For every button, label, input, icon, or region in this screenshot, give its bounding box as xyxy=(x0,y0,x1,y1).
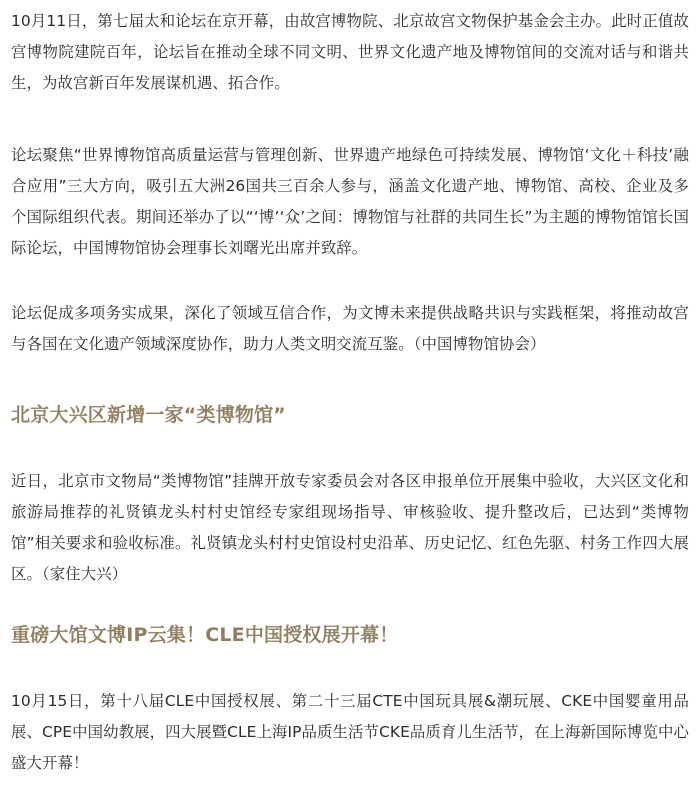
paragraph-forum-focus: 论坛聚焦“世界博物馆高质量运营与管理创新、世界遗产地绿色可持续发展、博物馆‘文化＋科技’融合应用”三大方向，吸引五大洲26国共三百余人参与，涵盖文化遗产地、博物馆、高校、企业及多个国际组织代表。期间还举办了以“‘博’‘众’之间：博物馆与社群的共同生长”为主题的博物馆馆长国际论坛，中国博物馆协会理事长刘曙光出席并致辞。 xyxy=(11,146,689,257)
paragraph-cle-licensing-expo: 10月15日，第十八届CLE中国授权展、第二十三届CTE中国玩具展&潮玩展、CKE中国婴童用品展、CPE中国幼教展，四大展暨CLE上海IP品质生活节CKE品质育儿生活节，在上海新国际博览中心盛大开幕！ xyxy=(11,692,689,772)
paragraph-daxing-museum: 近日，北京市文物局“类博物馆”挂牌开放专家委员会对各区申报单位开展集中验收，大兴区文化和旅游局推荐的礼贤镇龙头村村史馆经专家组现场指导、审核验收、提升整改后，已达到“类博物馆”相关要求和验收标准。礼贤镇龙头村村史馆设村史沿革、历史记忆、红色先驱、村务工作四大展区。（家住大兴） xyxy=(11,472,689,583)
paragraph-taihe-forum-opening: 10月11日，第七届太和论坛在京开幕，由故宫博物院、北京故宫文物保护基金会主办。此时正值故宫博物院建院百年，论坛旨在推动全球不同文明、世界文化遗产地及博物馆间的交流对话与和谐共生，为故宫新百年发展谋机遇、拓合作。 xyxy=(11,12,689,92)
section-heading-cle-licensing-expo: 重磅大馆文博IP云集！CLE中国授权展开幕！ xyxy=(11,624,399,646)
section-heading-daxing-museum: 北京大兴区新增一家“类博物馆” xyxy=(11,404,286,426)
paragraph-forum-results: 论坛促成多项务实成果，深化了领域互信合作，为文博未来提供战略共识与实践框架，将推动故宫与各国在文化遗产领域深度协作，助力人类文明交流互鉴。（中国博物馆协会） xyxy=(11,304,689,353)
